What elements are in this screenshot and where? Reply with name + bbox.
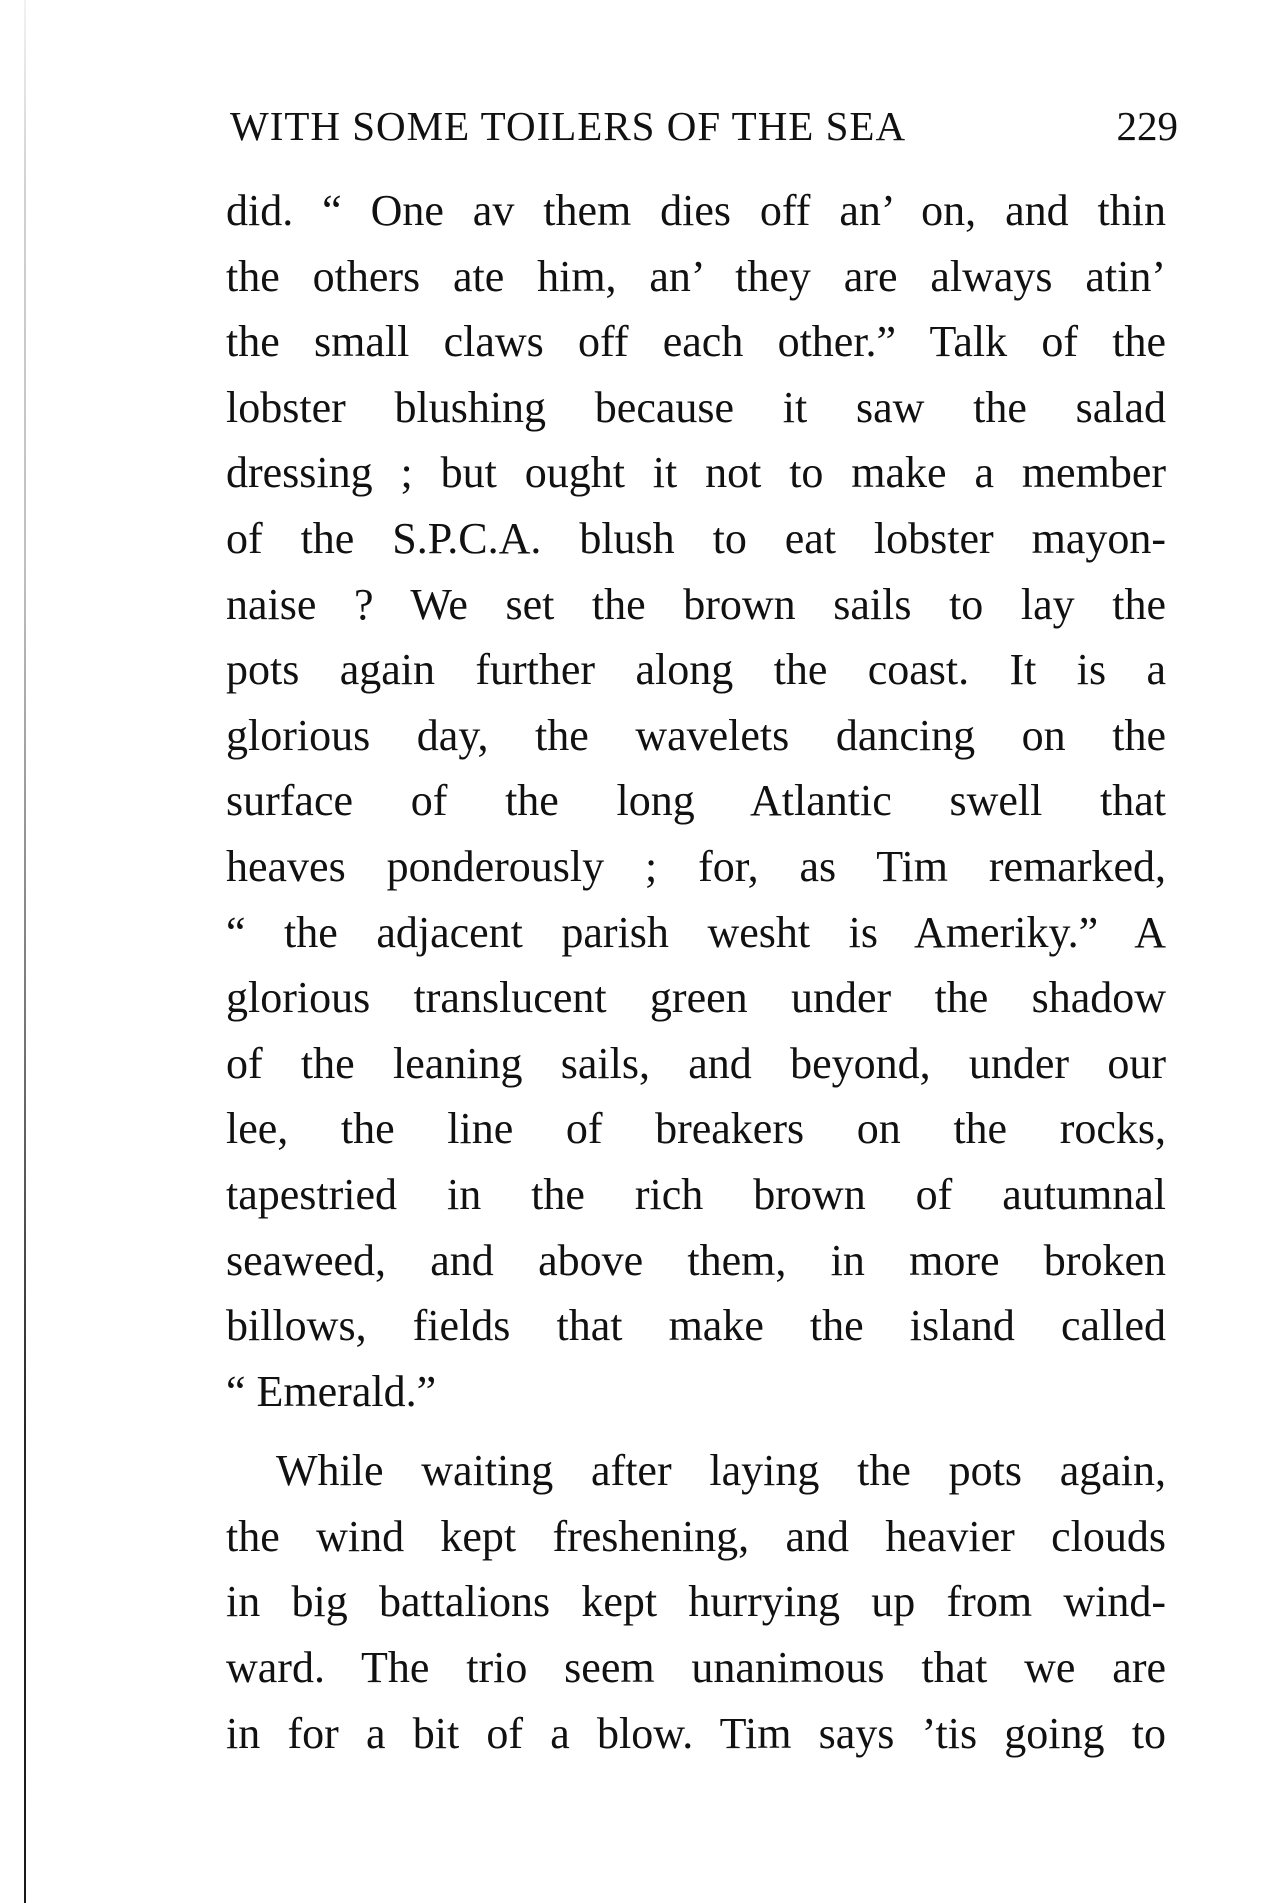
running-title: WITH SOME TOILERS OF THE SEA	[230, 103, 907, 149]
text-line: “ the adjacent parish wesht is Ameriky.” A	[226, 907, 1166, 957]
text-line: of the S.P.C.A. blush to eat lobster mayon-	[226, 513, 1166, 563]
text-line: in for a bit of a blow. Tim says ’tis going to	[226, 1708, 1166, 1758]
text-line: While waiting after laying the pots again,	[276, 1446, 1166, 1496]
text-line: did. “ One av them dies off an’ on, and thin	[226, 186, 1166, 235]
text-line: glorious day, the wavelets dancing on the	[226, 710, 1166, 760]
text-line: the others ate him, an’ they are always atin’	[226, 251, 1166, 301]
text-line: heaves ponderously ; for, as Tim remarked,	[226, 841, 1166, 891]
text-line: dressing ; but ought it not to make a member	[226, 448, 1166, 498]
text-line: the wind kept freshening, and heavier clouds	[226, 1511, 1166, 1561]
paragraph-gap	[226, 1424, 1166, 1438]
paragraph	[226, 178, 1166, 1424]
text-line: tapestried in the rich brown of autumnal	[226, 1169, 1166, 1219]
text-line: “ Emerald.”	[226, 1366, 437, 1416]
text-line: glorious translucent green under the shadow	[226, 973, 1166, 1023]
text-line: lee, the line of breakers on the rocks,	[226, 1104, 1166, 1154]
text-line: lobster blushing because it saw the salad	[226, 382, 1166, 432]
running-header	[230, 96, 1178, 156]
body-text	[226, 178, 1166, 1766]
paragraph	[226, 1438, 1166, 1766]
text-line: billows, fields that make the island called	[226, 1301, 1166, 1351]
text-line: of the leaning sails, and beyond, under our	[226, 1038, 1166, 1088]
text-line: ward. The trio seem unanimous that we are	[226, 1643, 1166, 1693]
text-line: the small claws off each other.” Talk of the	[226, 317, 1166, 367]
text-line: in big battalions kept hurrying up from wind-	[226, 1577, 1166, 1627]
scan-edge-line	[24, 0, 26, 1903]
text-line: surface of the long Atlantic swell that	[226, 776, 1166, 826]
text-line: pots again further along the coast. It is a	[226, 645, 1166, 695]
text-line: naise ? We set the brown sails to lay the	[226, 579, 1166, 629]
page-number: 229	[1116, 103, 1178, 149]
text-line: seaweed, and above them, in more broken	[226, 1235, 1166, 1285]
